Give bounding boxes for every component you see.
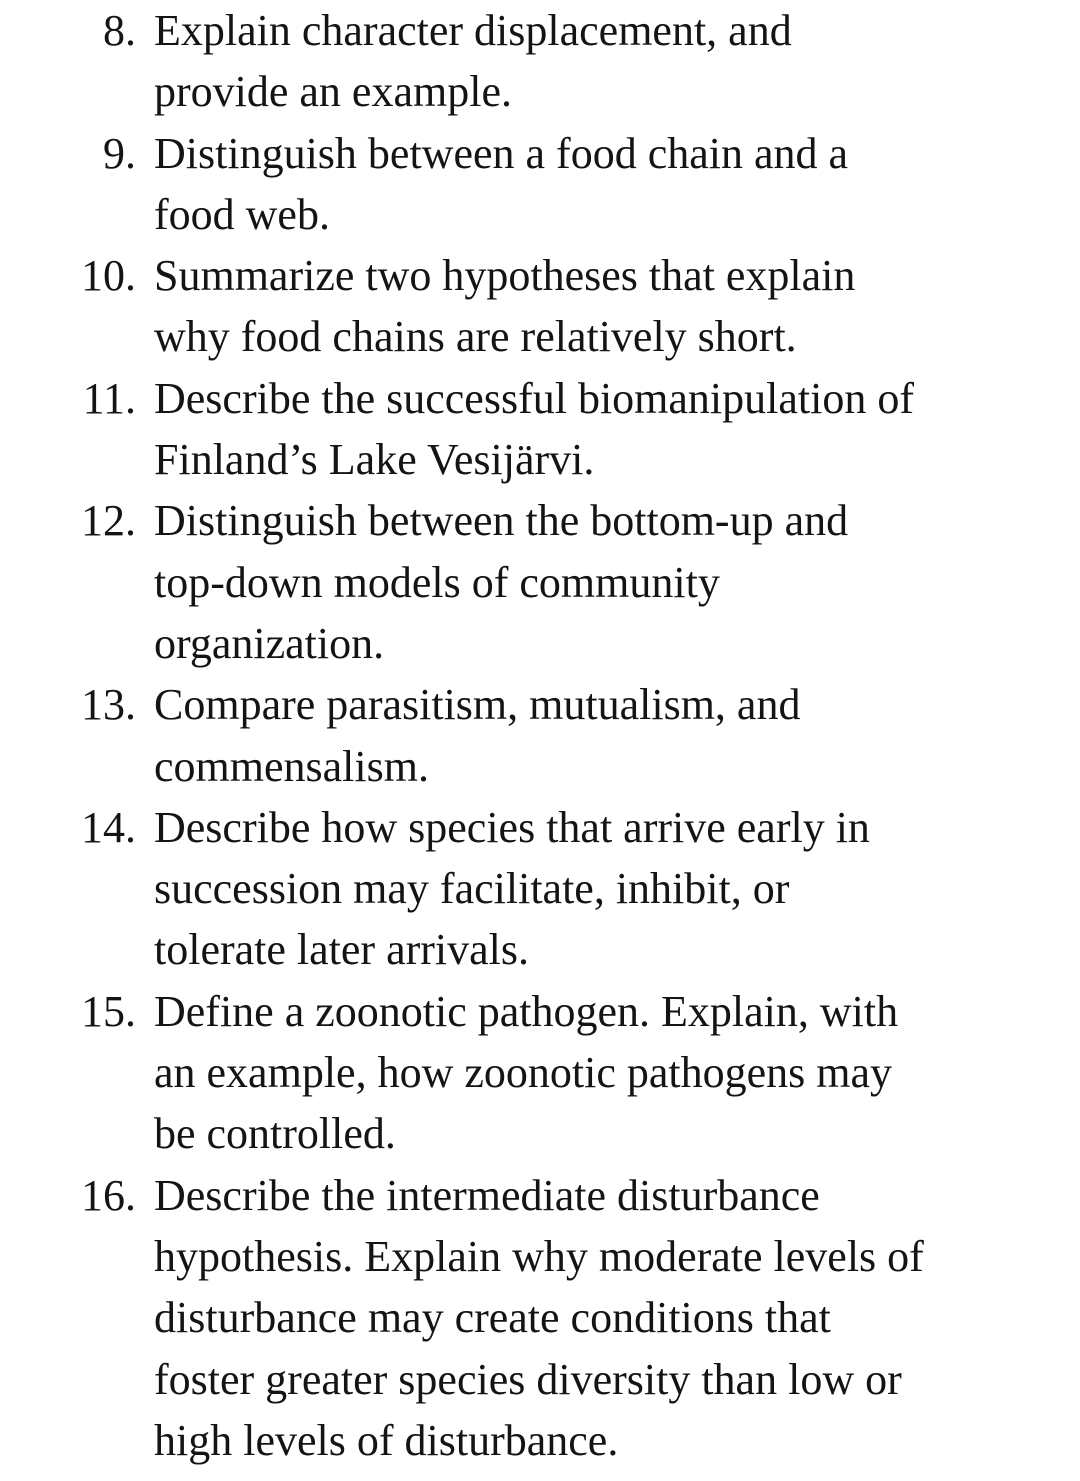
question-number: 15. — [81, 986, 136, 1036]
question-text-line: commensalism. — [154, 741, 429, 791]
question-number: 9. — [103, 128, 136, 178]
question-text-line: hypothesis. Explain why moderate levels of — [154, 1231, 924, 1281]
question-text-line: tolerate later arrivals. — [154, 925, 530, 975]
question-text-line: organization. — [154, 618, 385, 668]
question-text-line: Describe the intermediate disturbance — [154, 1170, 820, 1220]
question-text-line: top-down models of community — [154, 557, 720, 607]
question-text-line: Compare parasitism, mutualism, and — [154, 680, 801, 730]
question-text-line: disturbance may create conditions that — [154, 1293, 831, 1343]
question-text-line: why food chains are relatively short. — [154, 312, 797, 362]
question-text-line: Summarize two hypotheses that explain — [154, 251, 856, 301]
question-text-line: Distinguish between a food chain and a — [154, 128, 849, 178]
question-text-line: succession may facilitate, inhibit, or — [154, 864, 790, 914]
question-text-line: Distinguish between the bottom-up and — [154, 496, 849, 546]
question-number: 10. — [81, 251, 136, 301]
question-text-line: Define a zoonotic pathogen. Explain, with — [154, 986, 899, 1036]
question-text-line: Describe the successful biomanipulation of — [154, 373, 915, 423]
question-number: 12. — [81, 496, 136, 546]
question-text-line: provide an example. — [154, 67, 512, 117]
question-text-line: Explain character displacement, and — [154, 6, 792, 55]
question-number: 14. — [81, 802, 136, 852]
question-number: 13. — [81, 680, 136, 730]
question-number: 16. — [81, 1170, 136, 1220]
question-text-line: an example, how zoonotic pathogens may — [154, 1048, 893, 1098]
question-number: 8. — [103, 6, 136, 55]
question-text-line: be controlled. — [154, 1109, 396, 1159]
question-text-line: food web. — [154, 189, 330, 239]
question-text-line: Finland’s Lake Vesijärvi. — [154, 435, 595, 485]
question-text-line: high levels of disturbance. — [154, 1415, 619, 1465]
question-text-line: Describe how species that arrive early in — [154, 802, 870, 852]
question-text-line: foster greater species diversity than low or — [154, 1354, 902, 1404]
question-number: 11. — [82, 373, 136, 423]
